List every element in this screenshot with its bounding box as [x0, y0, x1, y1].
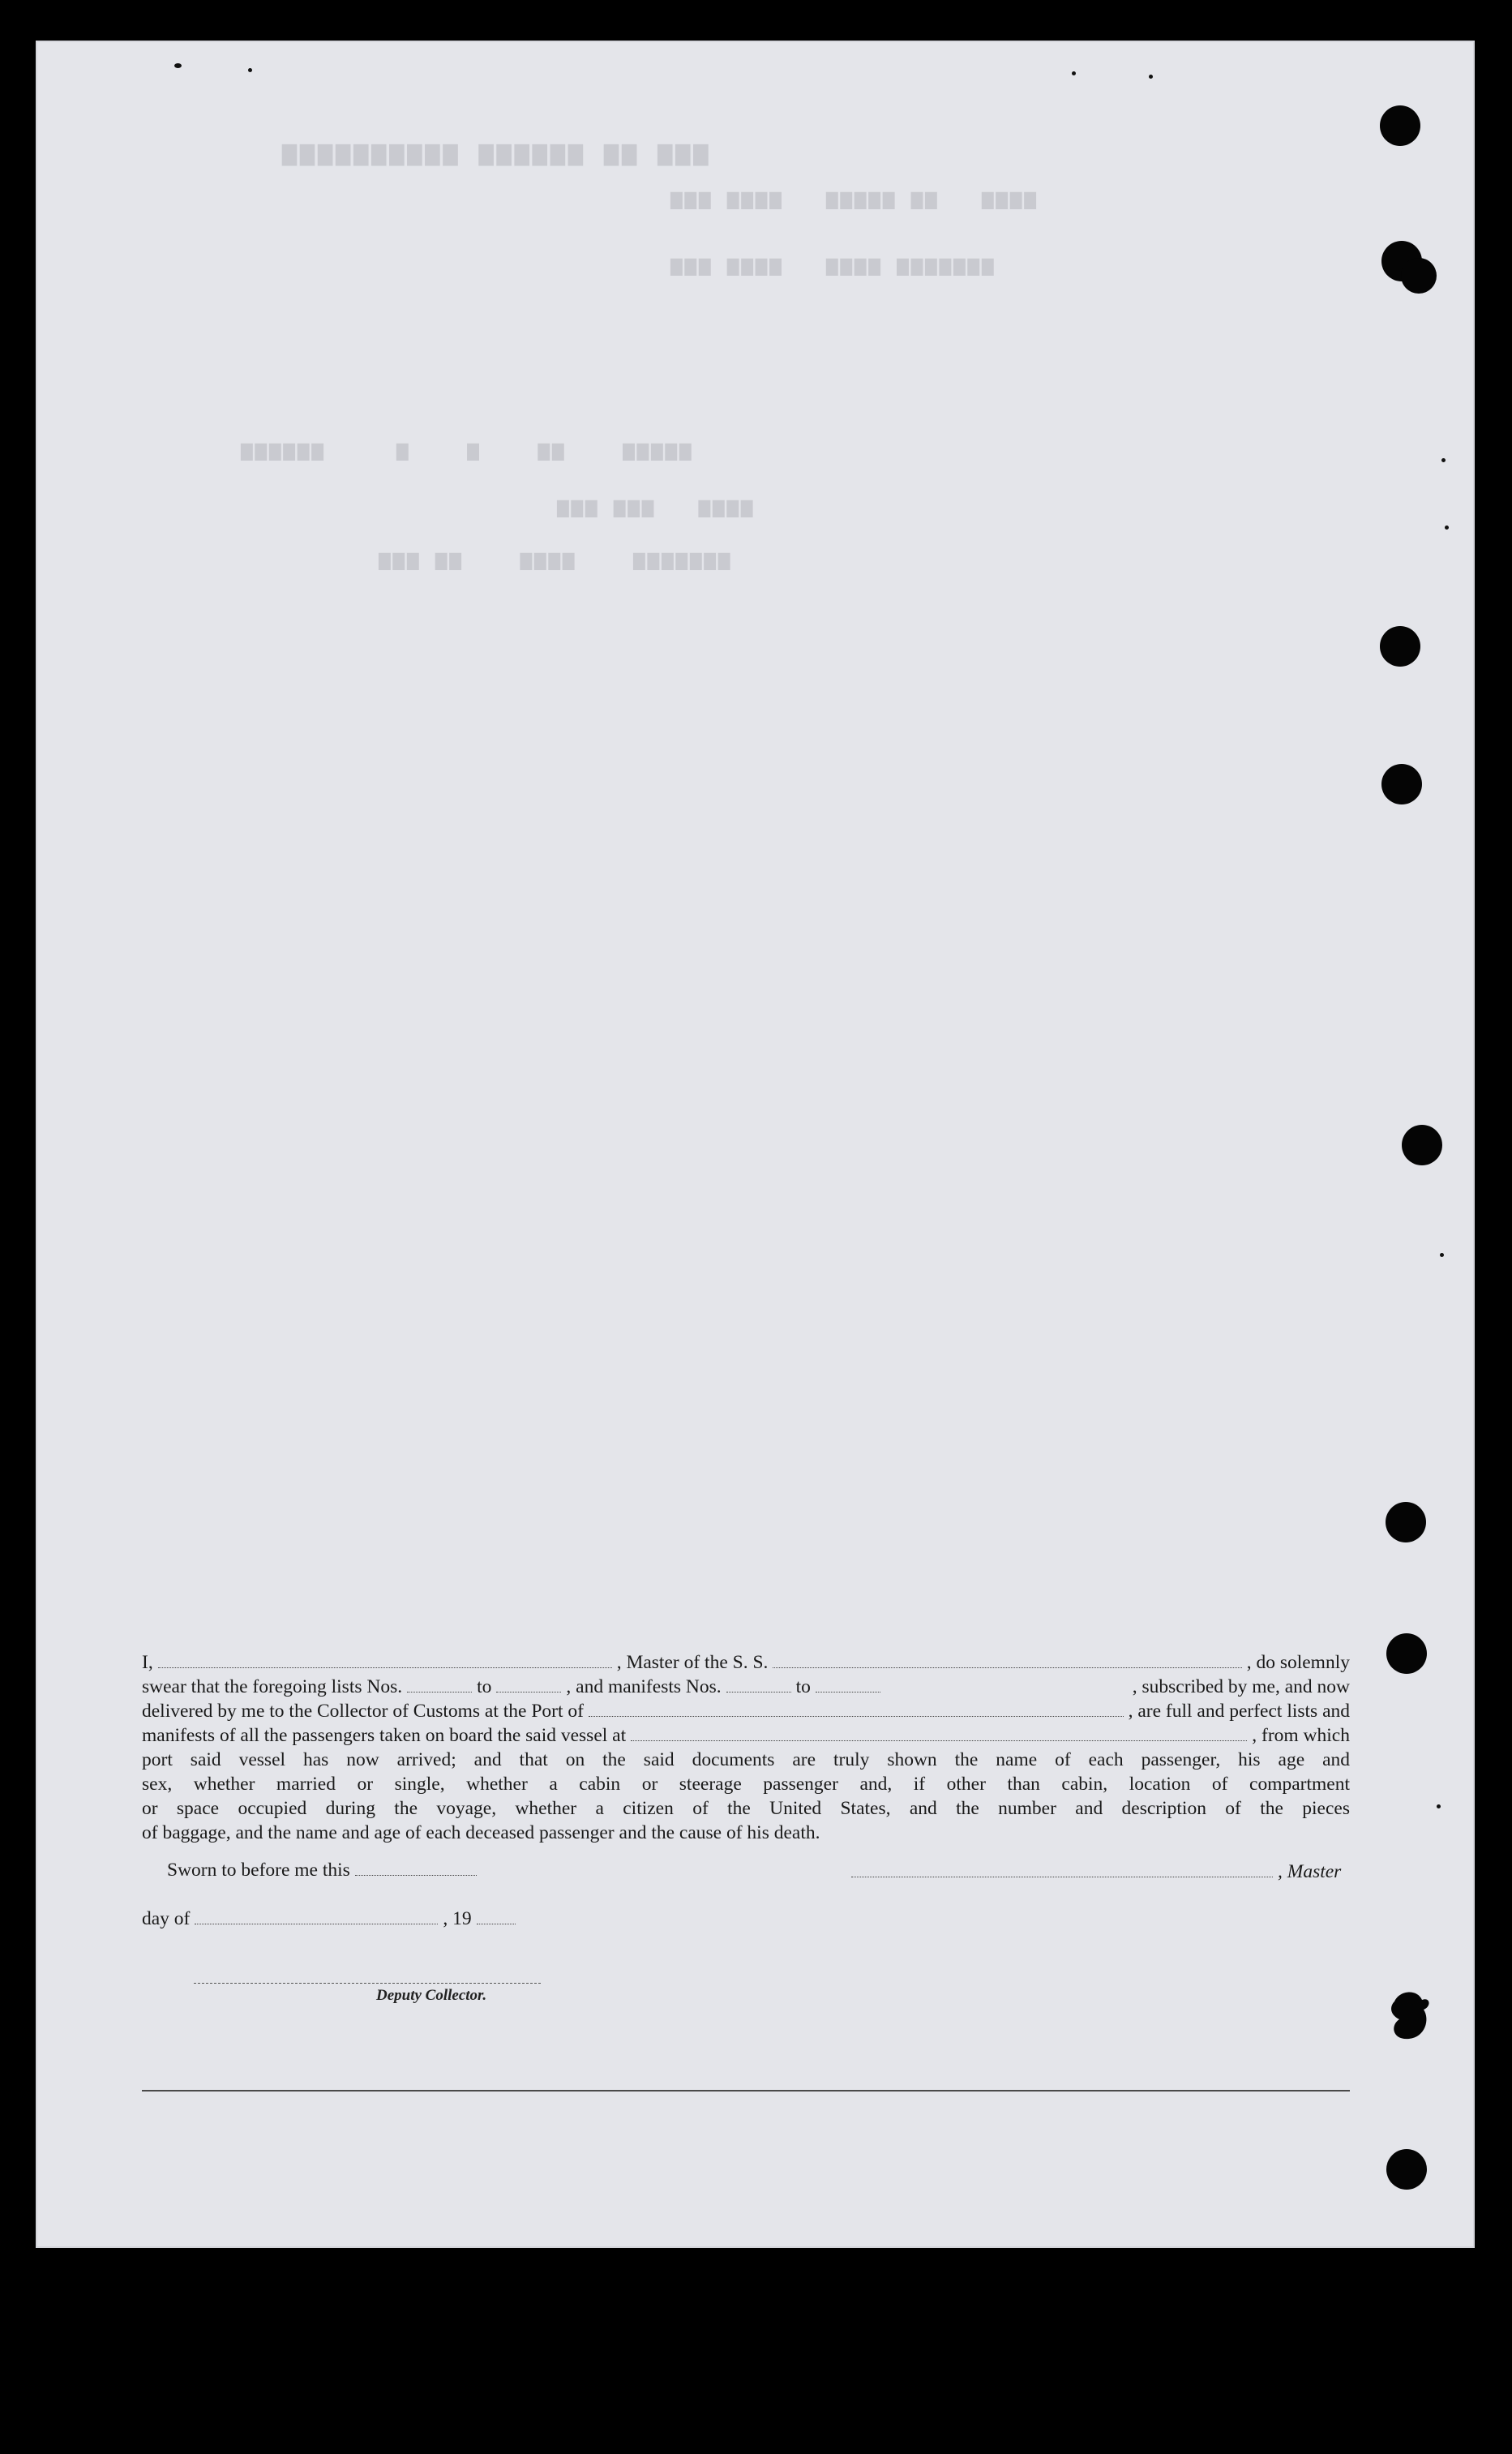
dust-speck [1445, 526, 1449, 530]
departure-port-blank [631, 1726, 1247, 1741]
ink-blot [1388, 1987, 1432, 2044]
port-blank [589, 1701, 1124, 1717]
deputy-collector-label: Deputy Collector. [376, 1987, 487, 2004]
oath-text: , and manifests Nos. [566, 1676, 722, 1697]
bottom-rule [142, 2090, 1350, 2091]
master-label: , Master [1278, 1861, 1342, 1882]
bleed-through-row: ▆▆▆▆ ▆▆▆ ▆▆▆ [555, 495, 753, 517]
day-of-label: day of [142, 1908, 191, 1929]
punch-hole [1401, 258, 1437, 294]
punch-hole [1380, 626, 1420, 667]
oath-text: to [477, 1676, 492, 1697]
oath-text: , from which [1252, 1725, 1350, 1746]
oath-line-6: sex, whether married or single, whether a cabin or steerage passenger and, if other than cabin, location of compartment [142, 1774, 1350, 1795]
oath-text: swear that the foregoing lists Nos. [142, 1676, 403, 1697]
oath-text: delivered by me to the Collector of Customs at the Port of [142, 1701, 584, 1722]
punch-hole [1402, 1125, 1442, 1165]
oath-text: , Master of the S. S. [616, 1652, 769, 1673]
master-signature-line [846, 1861, 1341, 1883]
punch-hole [1386, 2149, 1427, 2190]
dust-speck [1437, 1804, 1441, 1808]
oath-line-1 [142, 1650, 1350, 1675]
oath-line-2 [142, 1675, 1350, 1699]
oath-line-7: or space occupied during the voyage, whether a citizen of the United States, and the number and description of the pieces [142, 1798, 1350, 1819]
sworn-line [167, 1860, 482, 1881]
dust-speck [1440, 1253, 1444, 1257]
oath-line-5: port said vessel has now arrived; and that on the said documents are truly shown the name of each passenger, his age and [142, 1749, 1350, 1770]
oath-text: I, [142, 1652, 153, 1673]
dust-speck [1149, 75, 1153, 79]
oath-text: , do solemnly [1246, 1652, 1350, 1673]
master-name-blank [158, 1653, 612, 1668]
oath-text: manifests of all the passengers taken on board the said vessel at [142, 1725, 627, 1746]
dust-speck [1072, 71, 1076, 75]
list-from-blank [407, 1677, 472, 1692]
dust-speck [248, 68, 252, 72]
bleed-through-heading: ▆▆▆ ▆▆ ▆▆▆▆▆▆ ▆▆▆▆▆▆▆▆▆▆ [279, 138, 709, 166]
sworn-label: Sworn to before me this [167, 1860, 350, 1881]
list-to-blank [496, 1677, 561, 1692]
dust-speck [174, 63, 182, 68]
month-blank [195, 1909, 438, 1924]
year-label: , 19 [443, 1908, 472, 1929]
bleed-through-row: ▆▆▆▆ ▆▆ ▆▆▆▆▆ ▆▆▆▆ ▆▆▆ [668, 187, 1036, 209]
masters-oath [142, 1650, 1350, 1845]
manifest-from-blank [726, 1677, 791, 1692]
manifest-sheet [36, 41, 1475, 2248]
vessel-name-blank [773, 1653, 1241, 1668]
date-line [142, 1908, 520, 1930]
oath-line-3 [142, 1699, 1350, 1723]
bleed-through-row: ▆▆▆▆▆▆▆ ▆▆▆▆ ▆▆ ▆▆▆ [376, 547, 730, 570]
master-signature-blank [851, 1862, 1273, 1877]
oath-line-4 [142, 1723, 1350, 1748]
oath-line-8: of baggage, and the name and age of each deceased passenger and the cause of his death. [142, 1822, 820, 1843]
oath-text: to [795, 1676, 811, 1697]
bleed-through-row: ▆▆▆▆▆▆▆ ▆▆▆▆ ▆▆▆▆ ▆▆▆ [668, 253, 994, 276]
sworn-day-blank [355, 1860, 477, 1876]
deputy-signature-line [194, 1983, 541, 1984]
year-blank [477, 1909, 516, 1924]
punch-hole [1386, 1633, 1427, 1674]
dust-speck [1441, 458, 1446, 462]
oath-text: , are full and perfect lists and [1128, 1701, 1350, 1722]
bleed-through-row: ▆▆▆▆▆ ▆▆ ▆ ▆ ▆▆▆▆▆▆ [238, 438, 692, 461]
punch-hole [1380, 105, 1420, 146]
oath-text: , subscribed by me, and now [1132, 1676, 1350, 1697]
punch-hole [1381, 764, 1422, 804]
punch-hole [1386, 1502, 1426, 1542]
manifest-to-blank [816, 1677, 880, 1692]
